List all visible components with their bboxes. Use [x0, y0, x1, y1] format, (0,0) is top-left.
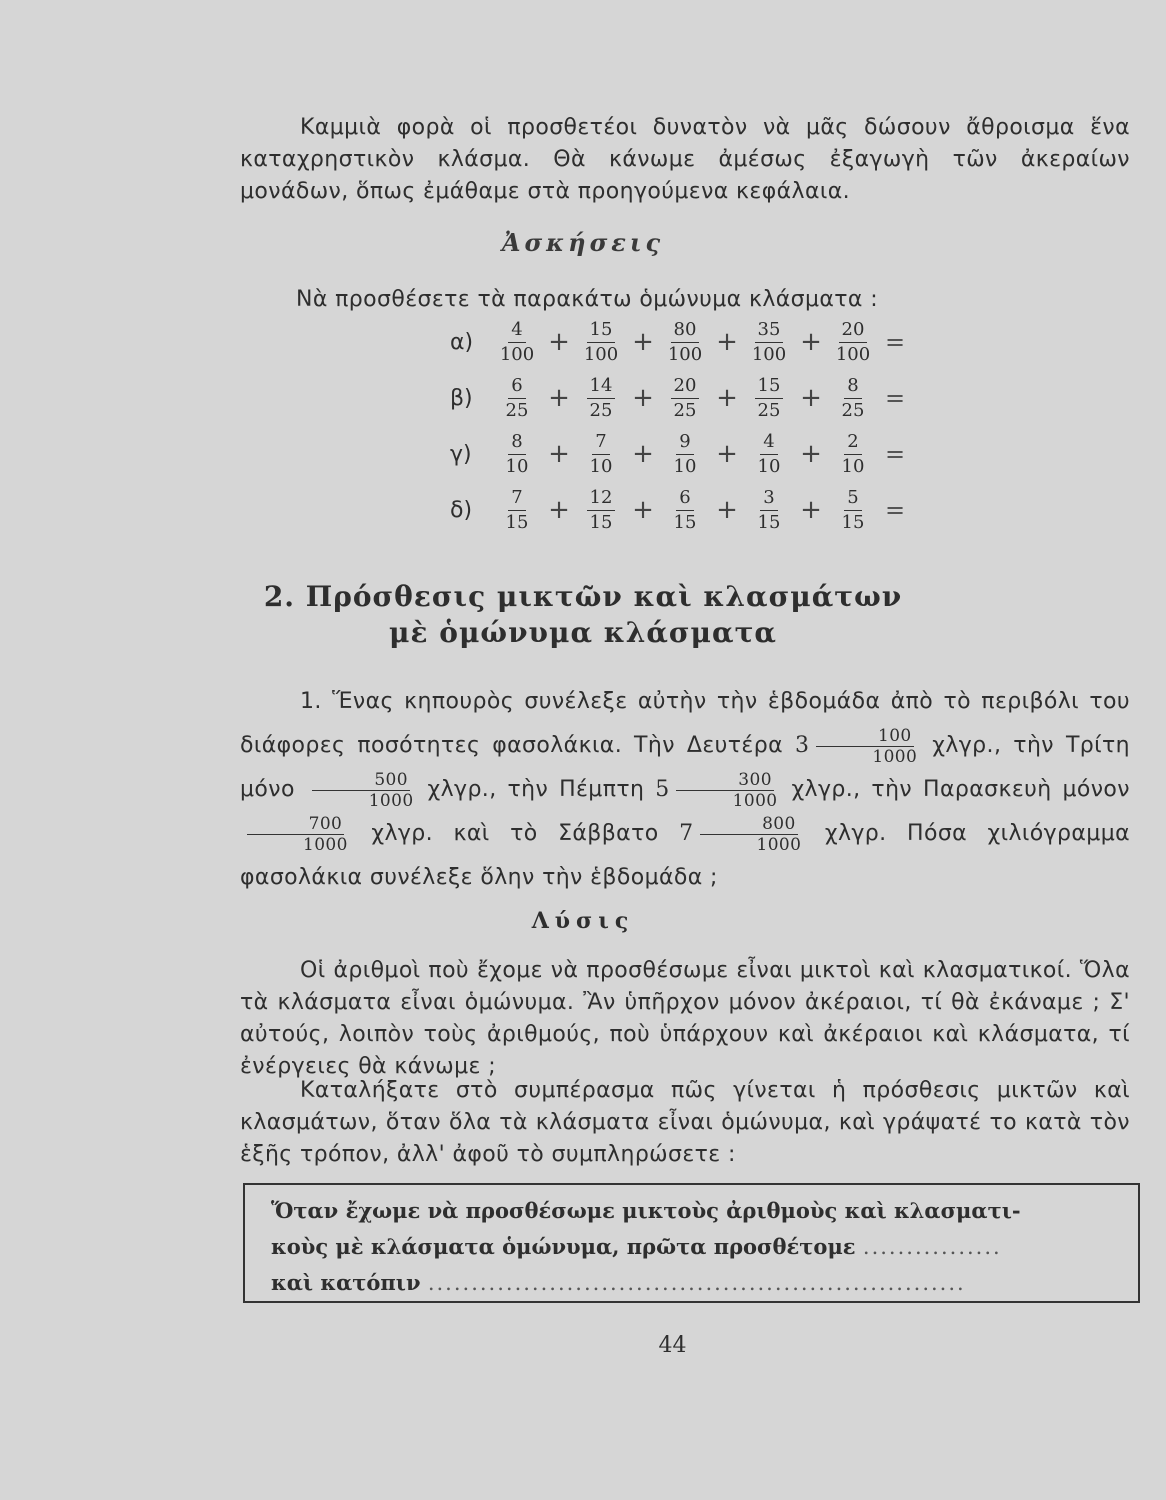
- plus-sign: +: [632, 327, 654, 357]
- fraction-numerator: 4: [508, 318, 525, 343]
- fraction-denominator: 10: [757, 455, 781, 477]
- fraction-denominator: 100: [583, 343, 619, 365]
- solution-paragraph-1: Οἱ ἀριθμοὶ ποὺ ἔχομε νὰ προσθέσωμε εἶναι μικτοὶ καὶ κλασματικοί. Ὅλα τὰ κλάσματα εἶναι ὁμώνυμα. Ἂν ὑπῆρχον μόνον ἀκέραιοι, τί θὰ ἐκάναμε ; Σ' αὐτούς, λοιπὸν τοὺς ἀριθμούς, ποὺ ὑπάρχουν καὶ ἀκέραιοι καὶ κλάσματα, τί ἐνέργειες θὰ κάνωμε ;: [240, 958, 1130, 1079]
- fraction-denominator: 25: [505, 399, 529, 421]
- rule-box: [243, 1183, 1140, 1303]
- fraction-denominator: 1000: [368, 790, 414, 811]
- fraction-numerator: 20: [839, 318, 868, 343]
- fraction-numerator: 500: [312, 770, 410, 791]
- equals-sign: =: [884, 440, 906, 468]
- fraction-denominator: 1000: [732, 790, 778, 811]
- fraction: [574, 318, 628, 367]
- plus-sign: +: [716, 327, 738, 357]
- rule-line-3: [271, 1265, 1112, 1301]
- rule-line-2: [271, 1229, 1112, 1265]
- plus-sign: +: [800, 439, 822, 469]
- fraction: [574, 430, 628, 479]
- rule-line-1: Ὅταν ἔχωμε νὰ προσθέσωμε μικτοὺς ἀριθμοὺς καὶ κλασματι-: [271, 1198, 1021, 1223]
- fraction-denominator: 25: [673, 399, 697, 421]
- exercise-row: [450, 312, 910, 372]
- solution-paragraph-2: Καταλήξατε στὸ συμπέρασμα πῶς γίνεται ἡ πρόσθεσις μικτῶν καὶ κλασμάτων, ὅταν ὅλα τὰ κλάσματα εἶναι ὁμώνυμα, καὶ γράψατέ το κατὰ τὸν ἑξῆς τρόπον, ἀλλ' ἀφοῦ τὸ συμπληρώσετε :: [240, 1078, 1130, 1167]
- fraction-numerator: 700: [247, 814, 345, 835]
- equals-sign: =: [884, 328, 906, 356]
- fraction-denominator: 10: [673, 455, 697, 477]
- fraction-numerator: 100: [816, 726, 914, 747]
- exercise-label: β): [450, 385, 473, 411]
- exercise-row: [450, 368, 910, 428]
- fraction-denominator: 100: [751, 343, 787, 365]
- fraction: [658, 430, 712, 479]
- fraction-denominator: 25: [841, 399, 865, 421]
- fraction: [826, 374, 880, 423]
- plus-sign: +: [632, 383, 654, 413]
- fraction-denominator: 10: [841, 455, 865, 477]
- fraction-numerator: 20: [671, 374, 700, 399]
- exercises-heading: Ἀσκήσεις: [501, 228, 665, 257]
- plus-sign: +: [800, 327, 822, 357]
- fraction-denominator: 15: [757, 511, 781, 533]
- fraction-numerator: 35: [755, 318, 784, 343]
- fraction: [826, 430, 880, 479]
- plus-sign: +: [548, 383, 570, 413]
- problem-paragraph: [240, 680, 1130, 900]
- rule-line-3-text: καὶ κατόπιν: [271, 1270, 421, 1295]
- fraction-denominator: 15: [673, 511, 697, 533]
- section-title-line2: μὲ ὁμώνυμα κλάσματα: [389, 616, 777, 649]
- fraction-thursday: [673, 770, 778, 811]
- fraction-denominator: 100: [667, 343, 703, 365]
- fraction-numerator: 14: [587, 374, 616, 399]
- plus-sign: +: [632, 495, 654, 525]
- equals-sign: =: [884, 384, 906, 412]
- fraction: [826, 318, 880, 367]
- solution-heading: Λύσις: [531, 908, 635, 934]
- fraction-numerator: 800: [700, 814, 798, 835]
- fraction-numerator: 7: [508, 486, 525, 511]
- fraction: [490, 486, 544, 535]
- exercise-label: α): [450, 329, 474, 355]
- fraction: [490, 318, 544, 367]
- problem-text-3: χλγρ., τὴν Πέμπτη: [427, 777, 645, 802]
- plus-sign: +: [716, 495, 738, 525]
- exercise-row: [450, 424, 910, 484]
- fraction-numerator: 9: [676, 430, 693, 455]
- fraction-numerator: 8: [508, 430, 525, 455]
- fraction: [742, 318, 796, 367]
- mixed-number-monday-whole: 3: [794, 733, 810, 758]
- fraction-numerator: 3: [760, 486, 777, 511]
- plus-sign: +: [548, 327, 570, 357]
- problem-text-1: 1. Ἕνας κηπουρὸς συνέλεξε αὐτὴν τὴν ἑβδομάδα ἀπὸ τὸ περιβόλι του διάφορες ποσότητες φασολάκια. Τὴν Δευτέρα: [240, 689, 1130, 758]
- plus-sign: +: [800, 383, 822, 413]
- fraction-denominator: 100: [499, 343, 535, 365]
- problem-text-5: χλγρ. καὶ τὸ Σάββατο: [371, 821, 659, 846]
- fill-in-blank-2[interactable]: ..............................................................: [427, 1271, 966, 1295]
- mixed-number-saturday-whole: 7: [679, 821, 694, 846]
- intro-paragraph: Καμμιὰ φορὰ οἱ προσθετέοι δυνατὸν νὰ μᾶς δώσουν ἄθροισμα ἕνα καταχρηστικὸν κλάσμα. Θὰ κάνωμε ἀμέσως ἐξαγωγὴ τῶν ἀκεραίων μονάδων, ὅπως ἐμάθαμε στὰ προηγούμενα κεφάλαια.: [240, 115, 1130, 204]
- fraction-monday: [812, 726, 917, 767]
- fraction-numerator: 6: [508, 374, 525, 399]
- fraction-denominator: 15: [505, 511, 529, 533]
- problem-text-6: χλγρ. Πόσα χιλιόγραμμα φασολάκια συνέλεξε ὅλην τὴν ἑβδομάδα ;: [240, 821, 1130, 890]
- fraction: [742, 374, 796, 423]
- fraction-denominator: 15: [841, 511, 865, 533]
- fraction: [658, 486, 712, 535]
- fraction: [742, 486, 796, 535]
- fraction: [490, 430, 544, 479]
- exercise-label: δ): [450, 497, 473, 523]
- page-number: 44: [658, 1333, 687, 1358]
- fill-in-blank-1[interactable]: ................: [862, 1235, 1002, 1259]
- fraction-denominator: 10: [589, 455, 613, 477]
- fraction-denominator: 100: [835, 343, 871, 365]
- fraction: [574, 374, 628, 423]
- fraction: [658, 374, 712, 423]
- fraction: [574, 486, 628, 535]
- fraction-numerator: 15: [587, 318, 616, 343]
- fraction: [490, 374, 544, 423]
- fraction-numerator: 7: [592, 430, 609, 455]
- fraction-numerator: 4: [760, 430, 777, 455]
- fraction-saturday: [696, 814, 801, 855]
- fraction-numerator: 8: [844, 374, 861, 399]
- plus-sign: +: [632, 439, 654, 469]
- fraction: [742, 430, 796, 479]
- mixed-number-thursday-whole: 5: [655, 777, 670, 802]
- exercises-instruction: Νὰ προσθέσετε τὰ παρακάτω ὁμώνυμα κλάσματα :: [296, 287, 879, 312]
- fraction-denominator: 1000: [303, 834, 348, 855]
- fraction: [658, 318, 712, 367]
- fraction-numerator: 15: [755, 374, 784, 399]
- fraction-numerator: 2: [844, 430, 861, 455]
- fraction-numerator: 80: [671, 318, 700, 343]
- section-title-line1: 2. Πρόσθεσις μικτῶν καὶ κλασμάτων: [263, 580, 903, 613]
- fraction-denominator: 25: [589, 399, 613, 421]
- fraction-numerator: 6: [676, 486, 693, 511]
- fraction-friday: [243, 814, 348, 855]
- problem-text-4: χλγρ., τὴν Παρασκευὴ μόνον: [791, 777, 1130, 802]
- plus-sign: +: [716, 383, 738, 413]
- plus-sign: +: [548, 495, 570, 525]
- fraction-denominator: 25: [757, 399, 781, 421]
- exercise-row: [450, 480, 910, 540]
- fraction-numerator: 5: [844, 486, 861, 511]
- exercise-label: γ): [450, 441, 472, 467]
- fraction-denominator: 1000: [756, 834, 802, 855]
- fraction-numerator: 300: [676, 770, 774, 791]
- fraction-denominator: 10: [505, 455, 529, 477]
- fraction: [826, 486, 880, 535]
- equals-sign: =: [884, 496, 906, 524]
- plus-sign: +: [548, 439, 570, 469]
- fraction-numerator: 12: [587, 486, 616, 511]
- fraction-tuesday: [309, 770, 414, 811]
- fraction-denominator: 15: [589, 511, 613, 533]
- rule-line-2-text: κοὺς μὲ κλάσματα ὁμώνυμα, πρῶτα προσθέτομε: [271, 1234, 856, 1259]
- fraction-denominator: 1000: [872, 746, 918, 767]
- problem-text-2: χλγρ., τὴν Τρίτη μόνο: [240, 733, 1130, 802]
- plus-sign: +: [716, 439, 738, 469]
- plus-sign: +: [800, 495, 822, 525]
